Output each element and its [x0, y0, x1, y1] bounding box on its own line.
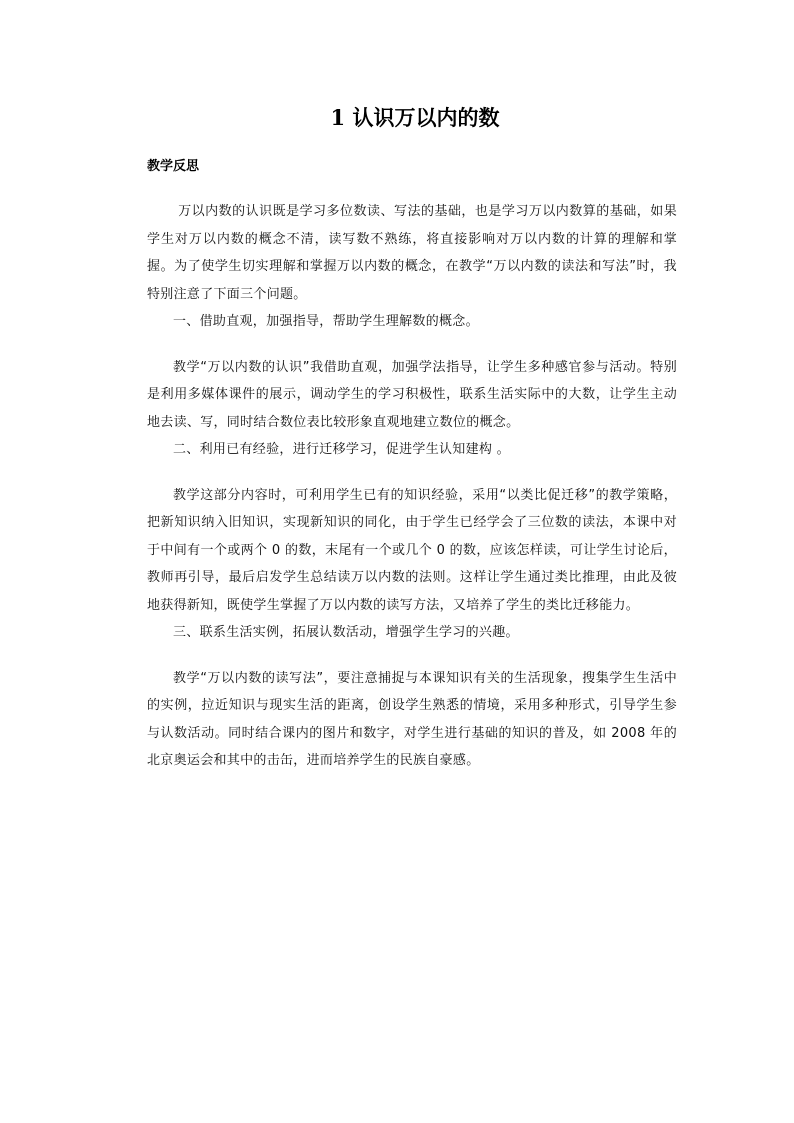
point-heading-2: 二、利用已有经验，进行迁移学习，促进学生认知建构 。: [173, 442, 510, 457]
point-heading-3: 三、联系生活实例，拓展认数活动，增强学生学习的兴趣。: [173, 625, 519, 640]
body-paragraph-3: 教学“万以内数的读写法”，要注意捕捉与本课知识有关的生活现象，搜集学生生活中的实例，拉近知识与现实生活的距离，创设学生熟悉的情境，采用多种形式，引导学生参与认数活动。同时结合课内的图片和数字，对学生进行基础的知识的普及，如 2008 年的北京奥运会和其中的击缶，进而培养学生的民族自豪感。: [147, 670, 677, 768]
body-paragraph-2: 教学这部分内容时，可利用学生已有的知识经验，采用“以类比促迁移”的教学策略，把新知识纳入旧知识，实现新知识的同化，由于学生已经学会了三位数的读法，本课中对于中间有一个或两个 0 的数，末尾有一个或几个 0 的数，应该怎样读，可让学生讨论后，教师再引导，最后启发学生总结读万以内数的法则。这样让学生通过类比推理，由此及彼地获得新知，既使学生掌握了万以内数的读写方法，又培养了学生的类比迁移能力。: [147, 487, 677, 613]
point-heading-1: 一、借助直观，加强指导，帮助学生理解数的概念。: [173, 314, 479, 329]
body-paragraph-1: 教学“万以内数的认识”我借助直观，加强学法指导，让学生多种感官参与活动。特别是利用多媒体课件的展示，调动学生的学习积极性，联系生活实际中的大数，让学生主动地去读、写，同时结合数位表比较形象直观地建立数位的概念。: [147, 359, 677, 430]
body-paragraph-intro: 万以内数的认识既是学习多位数读、写法的基础，也是学习万以内数算的基础，如果学生对万以内数的概念不清，读写数不熟练，将直接影响对万以内数的计算的理解和掌握。为了使学生切实理解和掌握万以内数的概念，在教学“万以内数的读法和写法”时，我特别注意了下面三个问题。: [147, 204, 677, 302]
section-heading: 教学反思: [147, 159, 200, 174]
document-body: [147, 198, 677, 775]
page-title: 1 认识万以内的数: [330, 105, 500, 130]
